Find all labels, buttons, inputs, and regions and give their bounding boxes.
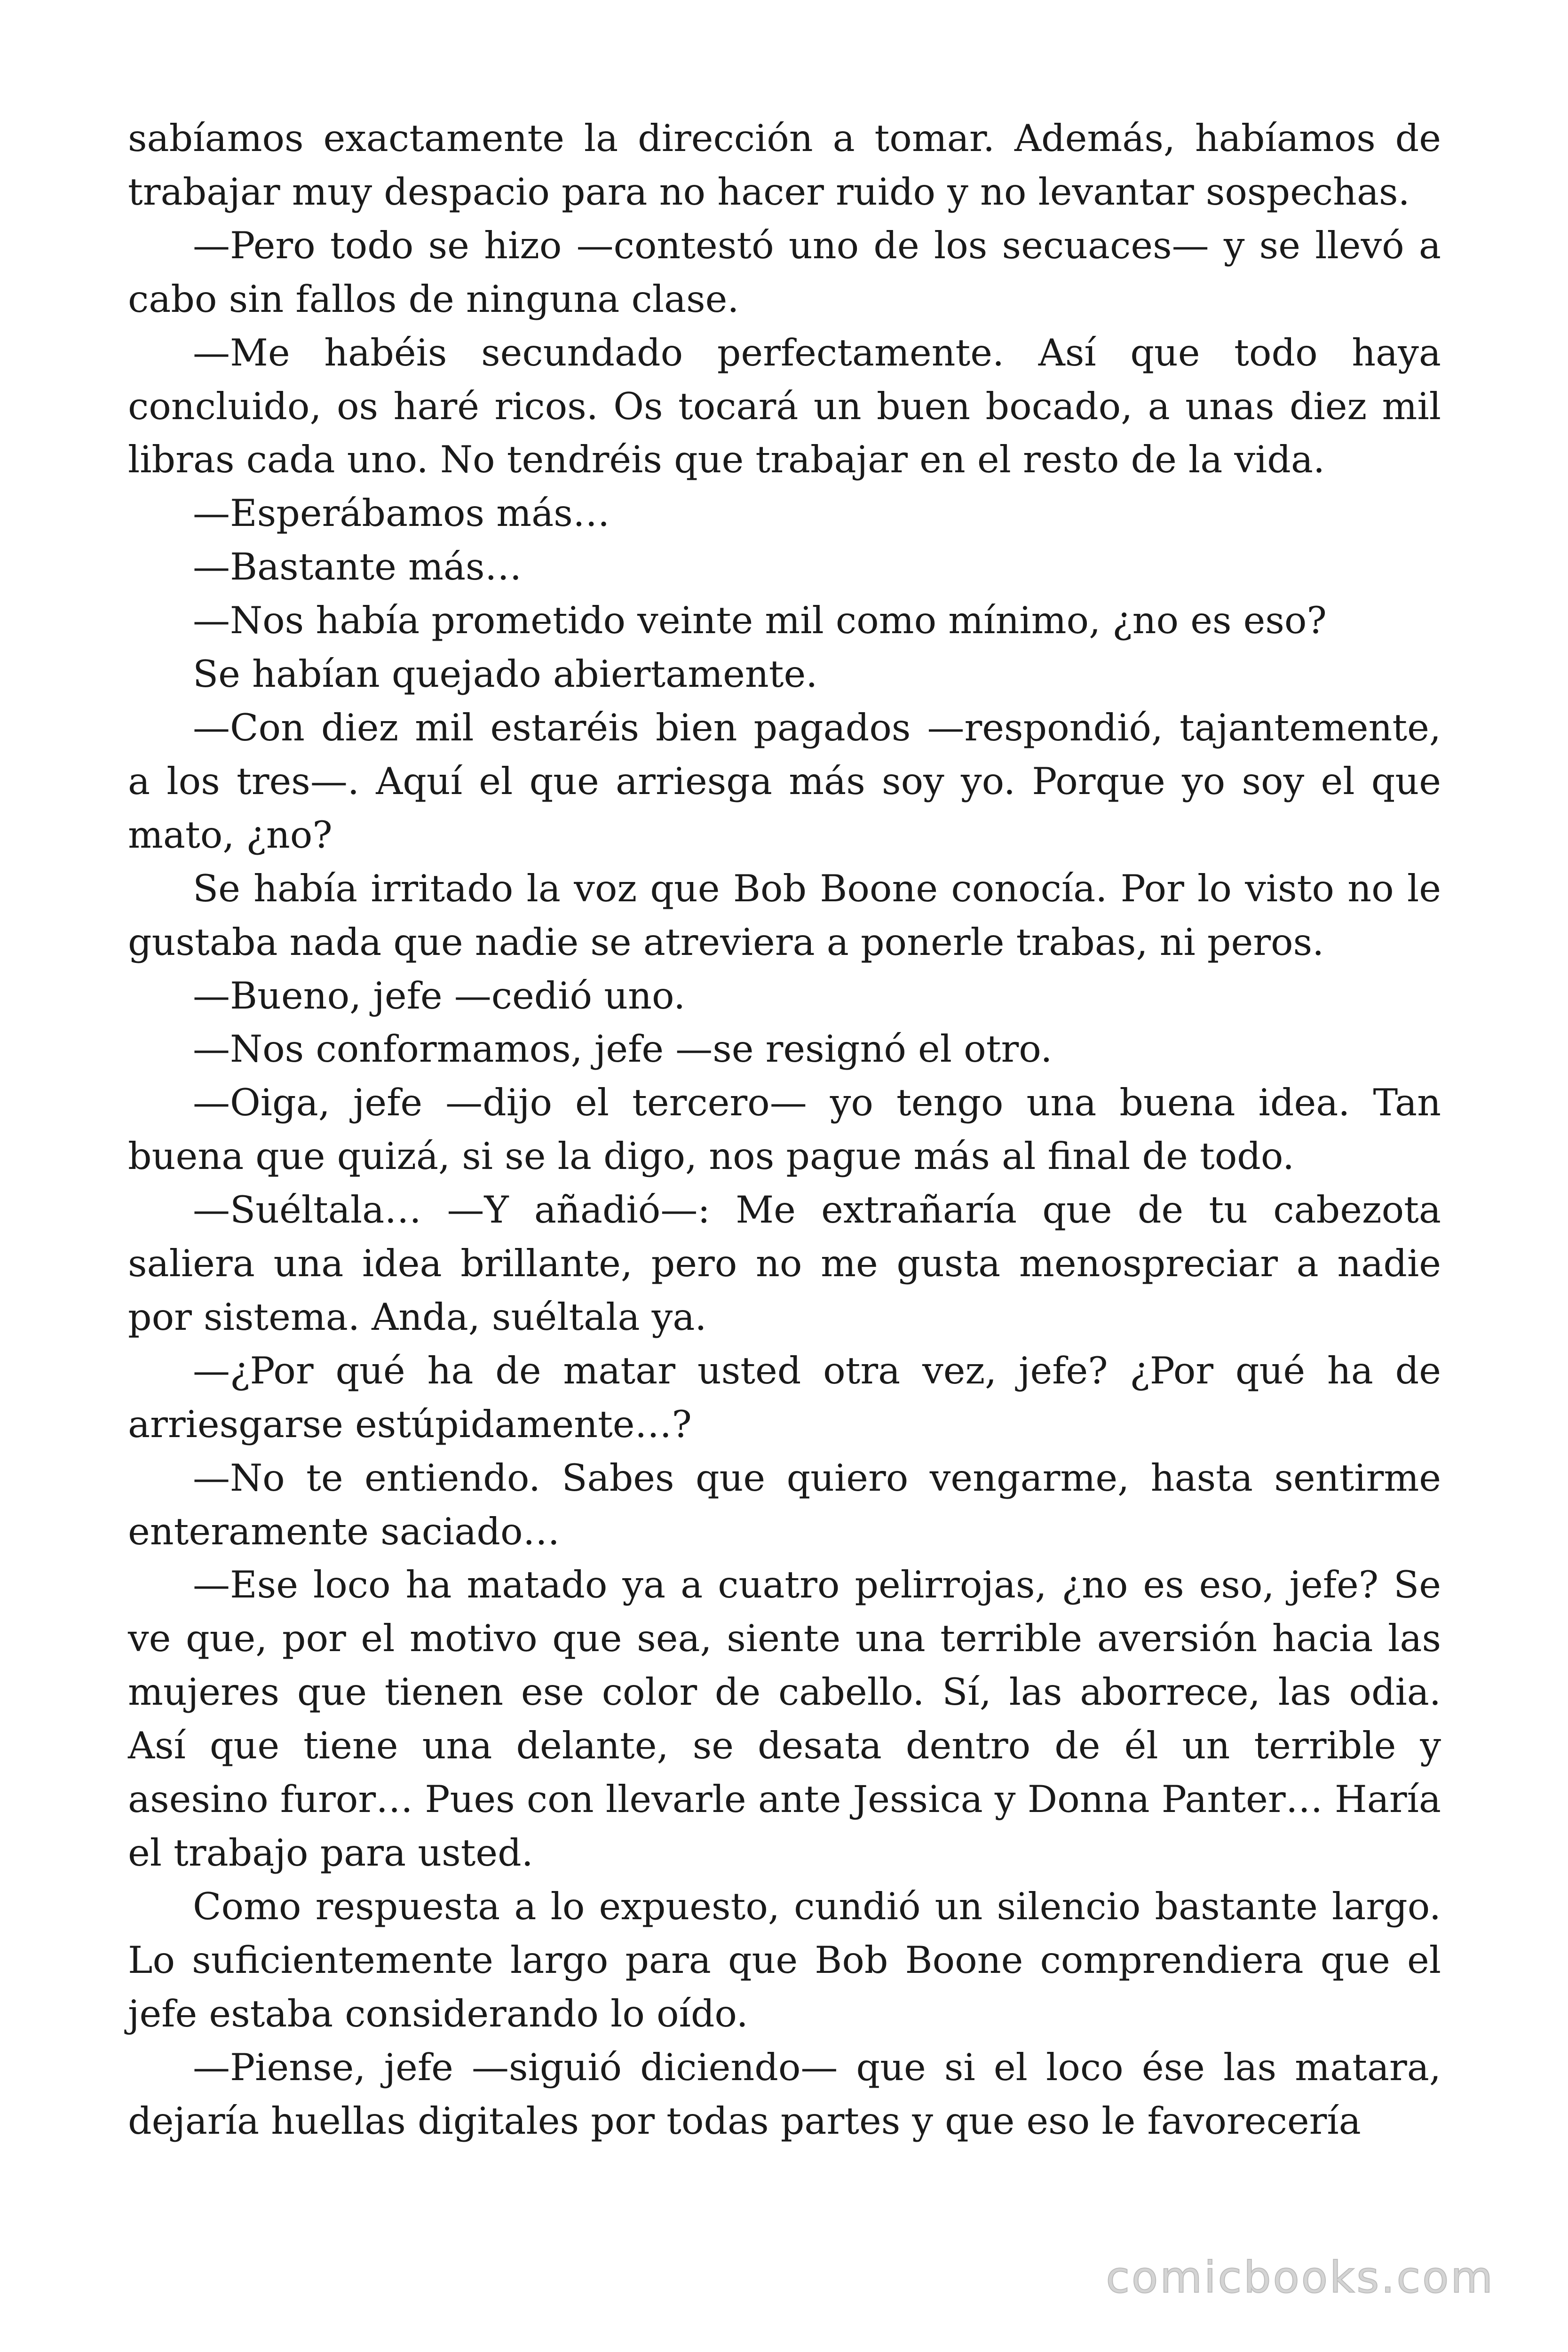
paragraph-3: —Me habéis secundado perfectamente. Así que todo haya concluido, os haré ricos. Os tocará un buen bocado, a unas diez mil libras cada uno. No tendréis que trabajar en el resto de la vida.	[128, 331, 1441, 482]
paragraph-1: sabíamos exactamente la dirección a tomar. Además, habíamos de trabajar muy despacio para no hacer ruido y no levantar sospechas.	[128, 117, 1441, 214]
paragraph-12: —Oiga, jefe —dijo el tercero— yo tengo una buena idea. Tan buena que quizá, si se la digo, nos pague más al final de todo.	[128, 1081, 1441, 1178]
paragraph-16: —Ese loco ha matado ya a cuatro pelirrojas, ¿no es eso, jefe? Se ve que, por el motivo que sea, siente una terrible aversión hacia las mujeres que tienen ese color de cabello. Sí, las aborrece, las odia. Así que tiene una delante, se desata dentro de él un terrible y asesino furor… Pues con llevarle ante Jessica y Donna Panter… Haría el trabajo para usted.	[128, 1563, 1441, 1875]
paragraph-15: —No te entiendo. Sabes que quiero vengarme, hasta sentirme enteramente saciado…	[128, 1456, 1441, 1553]
paragraph-9: Se había irritado la voz que Bob Boone conocía. Por lo visto no le gustaba nada que nadie se atreviera a ponerle trabas, ni peros.	[128, 866, 1441, 964]
paragraph-8: —Con diez mil estaréis bien pagados —respondió, tajantemente, a los tres—. Aquí el que arriesga más soy yo. Porque yo soy el que mato, ¿no?	[128, 706, 1441, 857]
paragraph-13: —Suéltala… —Y añadió—: Me extrañaría que de tu cabezota saliera una idea brillante, pero no me gusta menospreciar a nadie por sistema. Anda, suéltala ya.	[128, 1188, 1441, 1339]
paragraph-18: —Piense, jefe —siguió diciendo— que si el loco ése las matara, dejaría huellas digitales por todas partes y que eso le favorecería	[128, 2045, 1441, 2143]
paragraph-2: —Pero todo se hizo —contestó uno de los secuaces— y se llevó a cabo sin fallos de ninguna clase.	[128, 223, 1441, 321]
page-body	[128, 112, 1441, 2148]
paragraph-17: Como respuesta a lo expuesto, cundió un silencio bastante largo. Lo suficientemente largo para que Bob Boone comprendiera que el jefe estaba considerando lo oído.	[128, 1884, 1441, 2035]
paragraph-11: —Nos conformamos, jefe —se resignó el otro.	[193, 1027, 1053, 1071]
paragraph-6: —Nos había prometido veinte mil como mínimo, ¿no es eso?	[193, 599, 1327, 643]
paragraph-10: —Bueno, jefe —cedió uno.	[193, 974, 686, 1017]
watermark: comicbooks.com	[1106, 2252, 1495, 2303]
paragraph-4: —Esperábamos más…	[193, 492, 610, 535]
paragraph-7: Se habían quejado abiertamente.	[193, 652, 818, 696]
paragraph-5: —Bastante más…	[193, 545, 522, 589]
paragraph-14: —¿Por qué ha de matar usted otra vez, jefe? ¿Por qué ha de arriesgarse estúpidamente…?	[128, 1349, 1441, 1446]
